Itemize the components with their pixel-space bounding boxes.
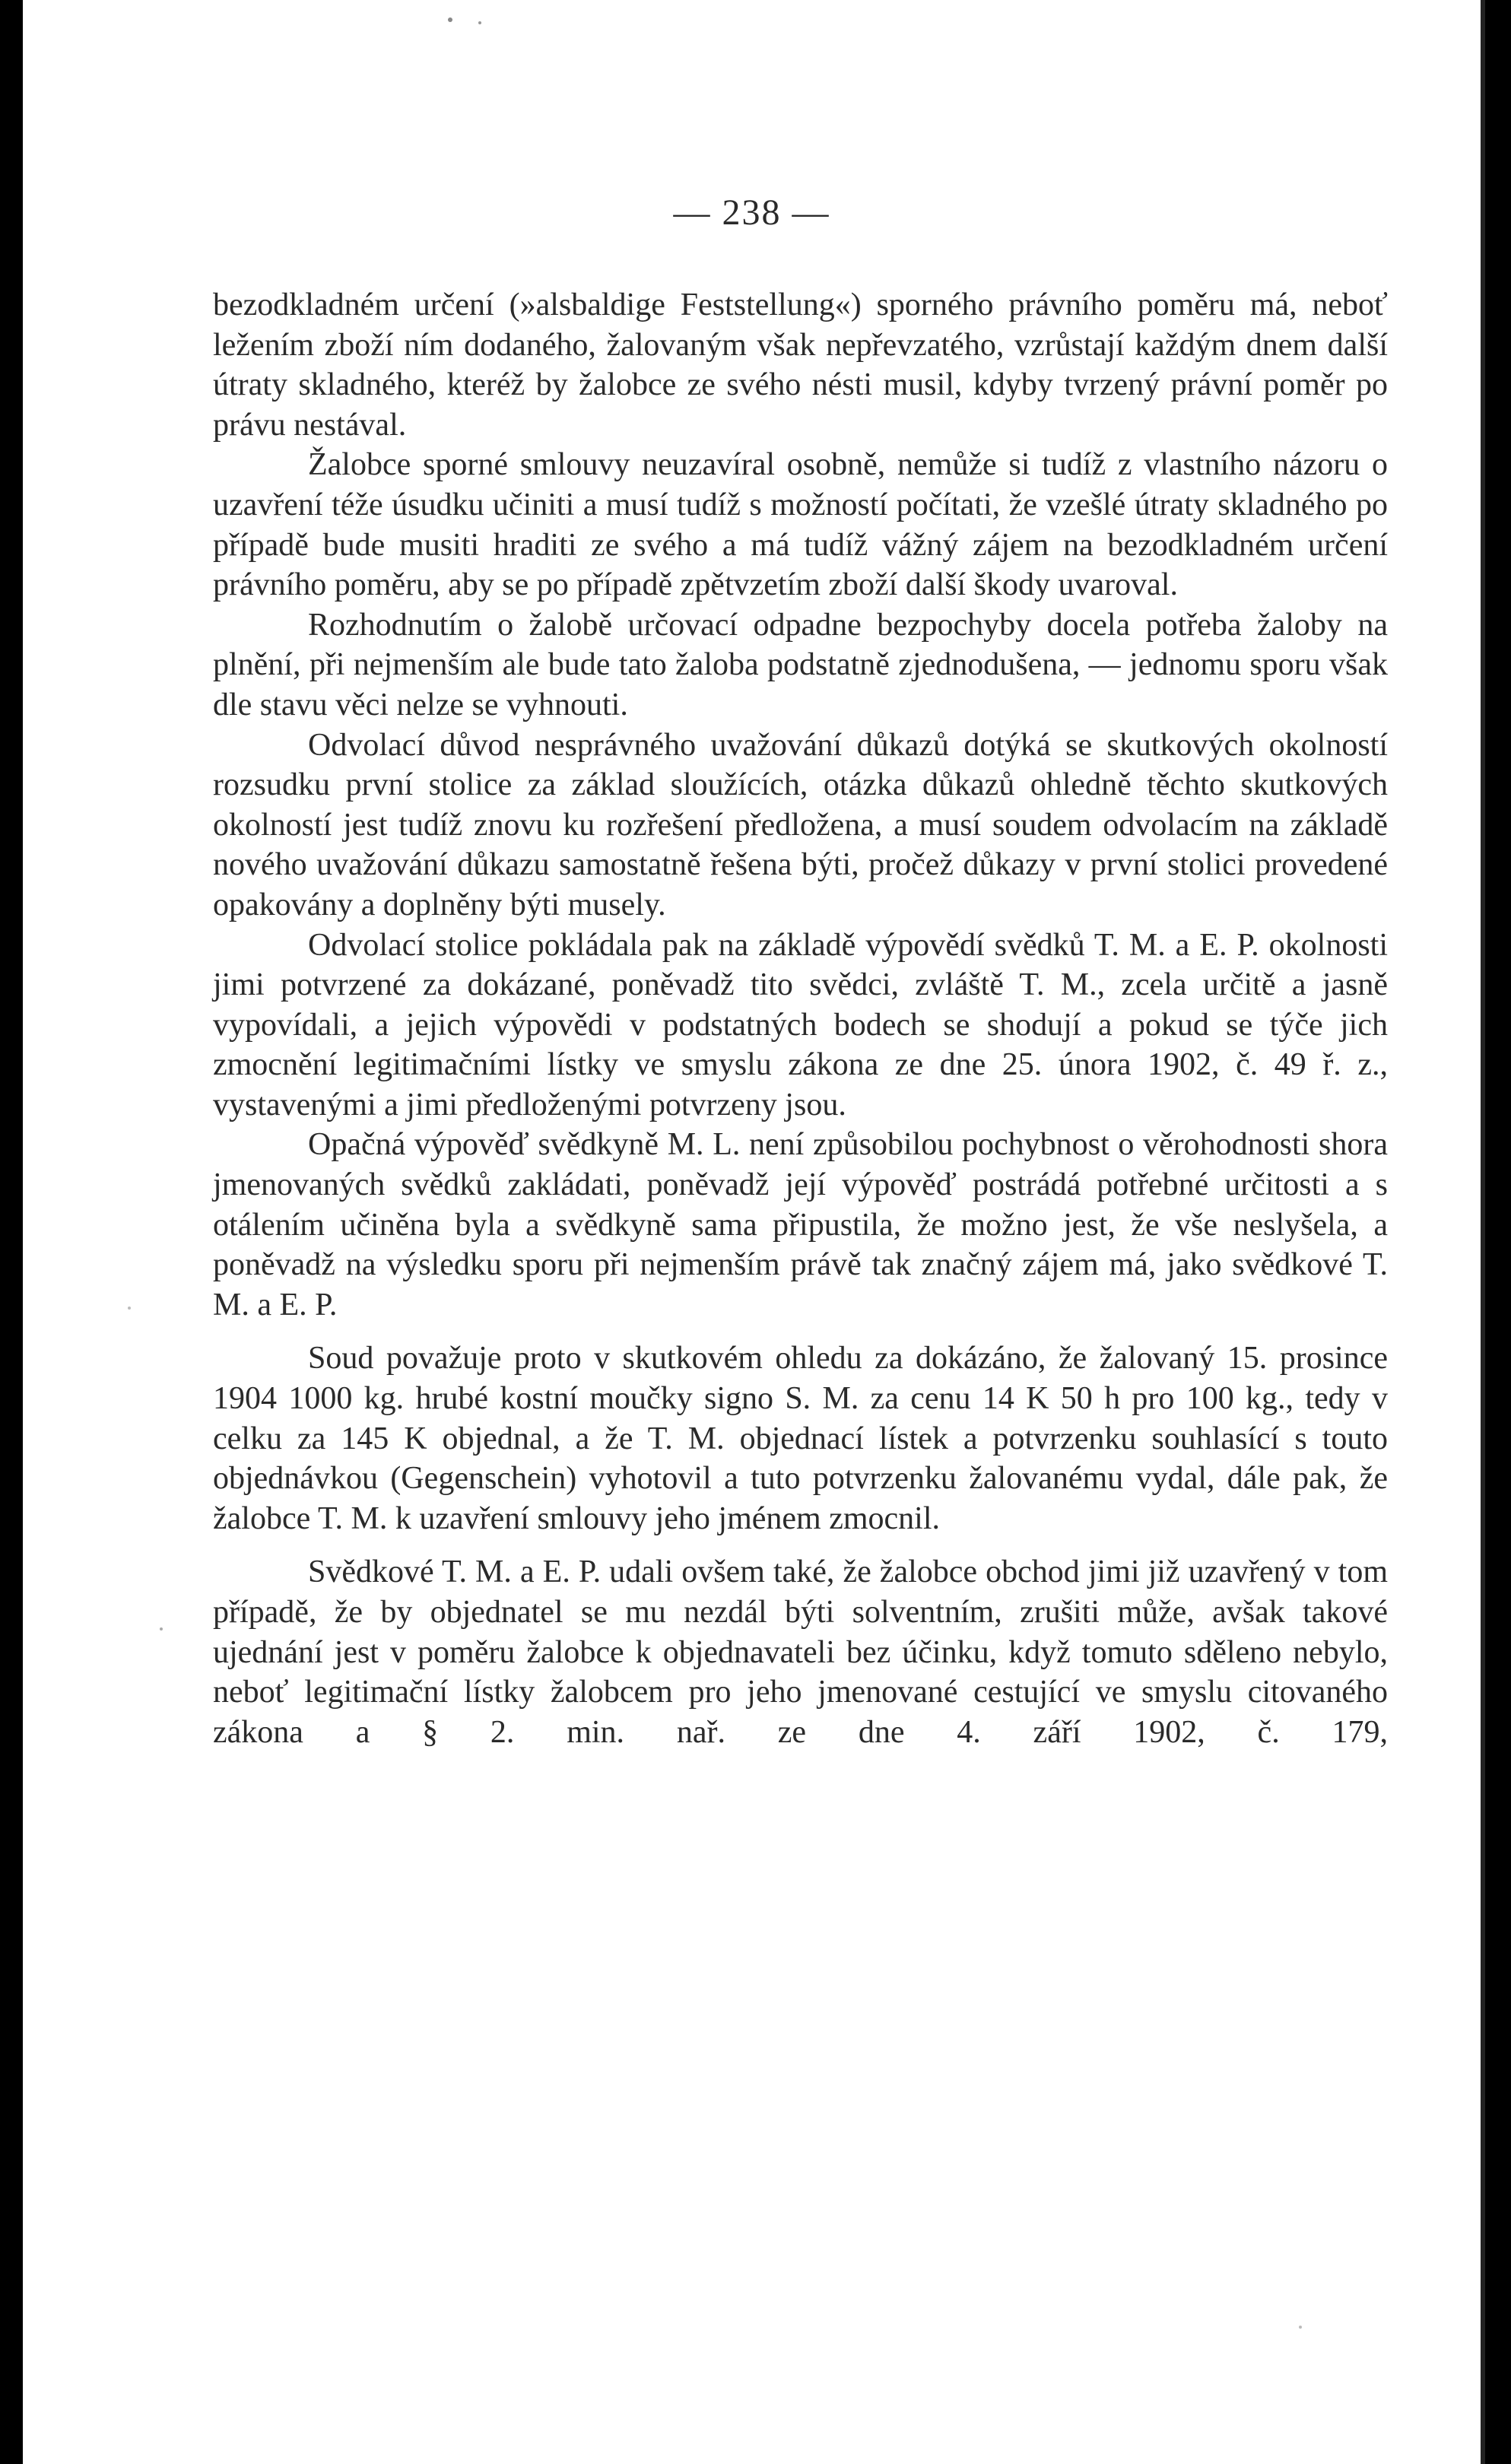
paragraph-8: Svědkové T. M. a E. P. udali ovšem také, že žalobce obchod jimi již uzavřený v tom případě, že by objednatel se mu nezdál býti solventním, zrušiti může, avšak takové ujednání jest v poměru žalobce k objednavateli bez účinku, když tomuto sděleno nebylo, neboť legitimační lístky žalobcem pro jeho jmenované cestující ve smyslu citovaného zákona a § 2. min. nař. ze dne 4. září 1902, č. 179, (213, 1554, 1388, 1750)
speck (478, 21, 481, 24)
page-number: — 238 — (673, 192, 830, 233)
speck (448, 17, 452, 22)
document-body (213, 285, 1388, 1752)
paragraph-4: Odvolací důvod nesprávného uvažování důkazů dotýká se skutkových okolností rozsudku první stolice za základ sloužících, otázka důkazů ohledně těchto skutkových okolností jest tudíž znovu ku rozřešení předložena, a musí soudem odvolacím na základě nového uvažování důkazu samostatně řešena býti, pročež důkazy v první stolici provedené opakovány a doplněny býti musely. (213, 727, 1388, 922)
speck (160, 1627, 163, 1630)
speck (1299, 2326, 1302, 2329)
paragraph-3: Rozhodnutím o žalobě určovací odpadne bezpochyby docela potřeba žaloby na plnění, při nejmenším ale bude tato žaloba podstatně zjednodušena, — jednomu sporu však dle stavu věci nelze se vyhnouti. (213, 607, 1388, 722)
paragraph-7: Soud považuje proto v skutkovém ohledu za dokázáno, že žalovaný 15. prosince 1904 1000 kg. hrubé kostní moučky signo S. M. za cenu 14 K 50 h pro 100 kg., tedy v celku za 145 K objednal, a že T. M. objednací lístek a potvrzenku souhlasící s touto objednávkou (Gegenschein) vyhotovil a tuto potvrzenku žalovanému vydal, dále pak, že žalobce T. M. k uzavření smlouvy jeho jménem zmocnil. (213, 1341, 1388, 1536)
scanned-page (23, 0, 1485, 2464)
paragraph-2: Žalobce sporné smlouvy neuzavíral osobně, nemůže si tudíž z vlastního názoru o uzavření téže úsudku učiniti a musí tudíž s možností počítati, že vzešlé útraty skladného po případě bude musiti hraditi ze svého a má tudíž vážný zájem na bezodkladném určení právního poměru, aby se po případě zpětvzetím zboží další škody uvaroval. (213, 447, 1388, 603)
paragraph-6: Opačná výpověď svědkyně M. L. není způsobilou pochybnost o věrohodnosti shora jmenovaných svědků zakládati, poněvadž její výpověď postrádá potřebné určitosti a s otálením učiněna byla a svědkyně sama připustila, že možno jest, že vše neslyšela, a poněvadž na výsledku sporu při nejmenším právě tak značný zájem má, jako svědkové T. M. a E. P. (213, 1127, 1388, 1322)
speck (128, 1307, 131, 1310)
paragraph-1: bezodkladném určení (»alsbaldige Feststellung«) sporného právního poměru má, neboť ležením zboží ním dodaného, žalovaným však nepřevzatého, vzrůstají každým dnem další útraty skladného, kteréž by žalobce ze svého nésti musil, kdyby tvrzený právní poměr po právu nestával. (213, 287, 1388, 443)
paragraph-5: Odvolací stolice pokládala pak na základě výpovědí svědků T. M. a E. P. okolnosti jimi potvrzené za dokázané, poněvadž tito svědci, zvláště T. M., zcela určitě a jasně vypovídali, a jejich výpovědi v podstatných bodech se shodují a pokud se týče jich zmocnění legitimačními lístky ve smyslu zákona ze dne 25. února 1902, č. 49 ř. z., vystavenými a jimi předloženými potvrzeny jsou. (213, 927, 1388, 1122)
